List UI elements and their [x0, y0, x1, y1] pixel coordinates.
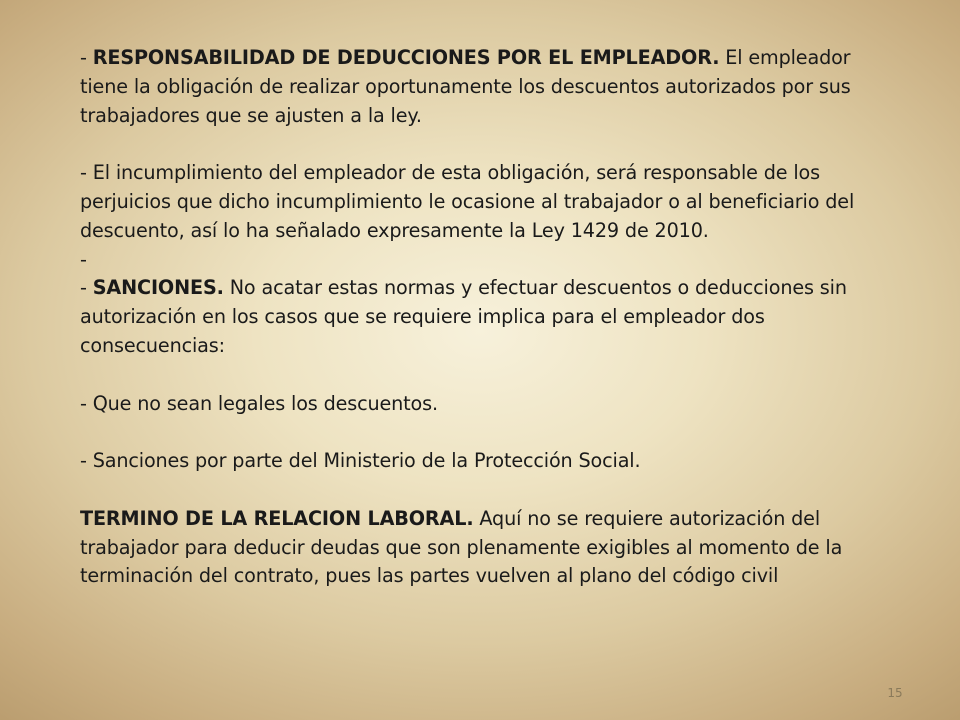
text-employer-responsibility: El empleador tiene la obligación de realizar oportunamente los descuentos autorizados por sus trabajadores que se ajusten a la ley. [80, 46, 851, 127]
heading-sanctions: SANCIONES. [92, 276, 224, 300]
paragraph-termination [80, 505, 900, 591]
heading-termination: TERMINO DE LA RELACION LABORAL. [80, 506, 474, 530]
paragraph-illegal-discounts: - Que no sean legales los descuentos. [80, 391, 438, 415]
text-sanctions: No acatar estas normas y efectuar descuentos o deducciones sin autorización en los casos que se requiere implica para el empleador dos consecuencias: [80, 276, 847, 357]
paragraph-employer-responsibility [80, 44, 900, 130]
spacer [80, 130, 900, 159]
bullet-dash: - [80, 46, 93, 69]
paragraph-dash: - [80, 247, 87, 271]
spacer [80, 418, 900, 447]
spacer [80, 476, 900, 505]
bullet-dash: - [80, 276, 93, 300]
heading-employer-responsibility: RESPONSABILIDAD DE DEDUCCIONES POR EL EMPLEADOR. [92, 46, 720, 69]
paragraph-ministry-sanctions: - Sanciones por parte del Ministerio de la Protección Social. [80, 449, 641, 473]
text-termination: Aquí no se requiere autorización del trabajador para deducir deudas que son plenamente exigibles al momento de la terminación del contrato, pues las partes vuelven al plano del código civil [80, 506, 843, 588]
paragraph-noncompliance: - El incumplimiento del empleador de esta obligación, será responsable de los perjuicios que dicho incumplimiento le ocasione al trabajador o al beneficiario del descuento, así lo ha señalado expresamente la Ley 1429 de 2010. [80, 161, 855, 242]
slide-number: 15 [887, 686, 903, 700]
spacer [80, 361, 900, 390]
paragraph-sanctions [80, 274, 900, 360]
slide-body [80, 44, 900, 591]
